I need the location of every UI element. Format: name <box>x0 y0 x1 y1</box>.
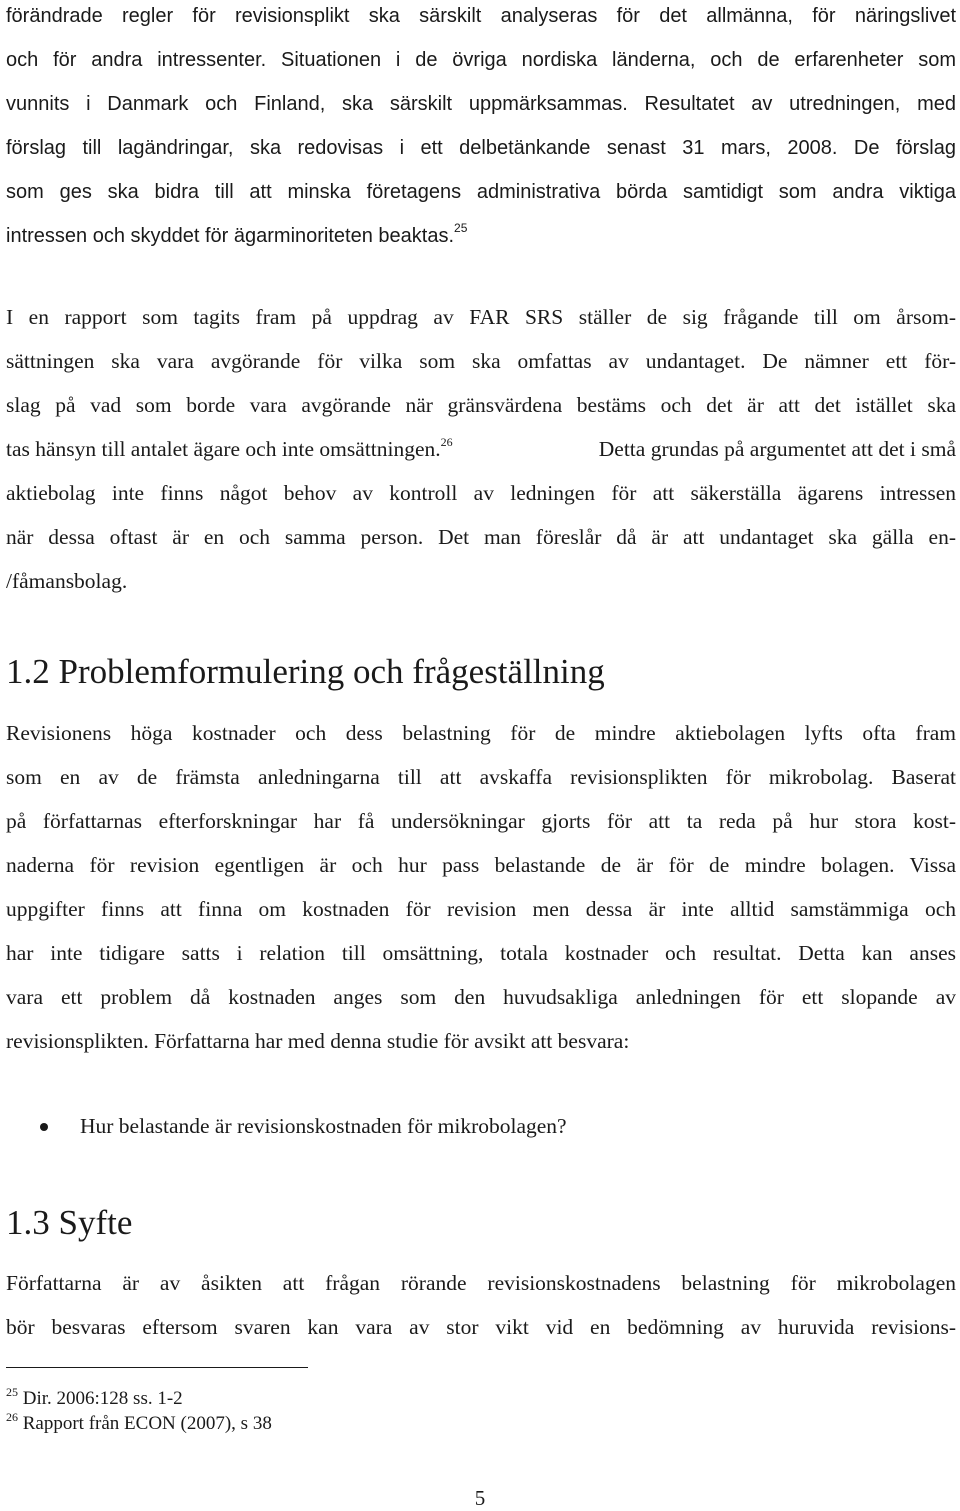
footnote-text: Rapport från ECON (2007), s 38 <box>22 1413 272 1434</box>
text-line: bör besvaras eftersom svaren kan vara av stor vikt vid en bedömning av huruvida revisions- <box>6 1315 956 1339</box>
text-line: I en rapport som tagits fram på uppdrag av FAR SRS ställer de sig frågande till om årsom- <box>6 305 956 329</box>
section-heading: 1.2 Problemformulering och frågeställning <box>6 652 605 691</box>
research-question: Hur belastande är revisionskostnaden för mikrobolagen? <box>80 1114 567 1138</box>
text-line <box>6 214 956 258</box>
paragraph-purpose <box>6 1261 956 1349</box>
footnote-number: 25 <box>6 1385 18 1399</box>
text-fragment-before: tas hänsyn till antalet ägare och inte omsättningen. <box>6 437 441 461</box>
text-line: Författarna är av åsikten att frågan rörande revisionskostnadens belastning för mikrobolagen <box>6 1271 956 1295</box>
footnote <box>6 1387 183 1411</box>
footnote <box>6 1412 272 1436</box>
text-line: naderna för revision egentligen är och hur pass belastande de är för de mindre bolagen. Vissa <box>6 853 956 877</box>
text-line: /fåmansbolag. <box>6 569 128 593</box>
page-number: 5 <box>474 1486 486 1510</box>
text-fragment <box>6 427 453 471</box>
footnote-ref: 25 <box>454 221 468 235</box>
footnote-divider <box>6 1367 308 1368</box>
text-line: förslag till lagändringar, ska redovisas i ett delbetänkande senast 31 mars, 2008. De förslag <box>6 137 956 159</box>
text-line: har inte tidigare satts i relation till omsättning, totala kostnader och resultat. Detta kan anses <box>6 941 956 965</box>
text-line <box>6 427 956 471</box>
text-line: som ges ska bidra till att minska företagens administrativa börda samtidigt som andra viktiga <box>6 181 956 203</box>
text-line: förändrade regler för revisionsplikt ska särskilt analyseras för det allmänna, för näringslivet <box>6 5 956 27</box>
text-fragment-after: Detta grundas på argumentet att det i små <box>598 437 956 461</box>
bullet-icon <box>40 1123 48 1131</box>
paragraph-problem-statement <box>6 711 956 1063</box>
footnote-ref: 26 <box>440 435 453 449</box>
text-line: revisionsplikten. Författarna har med denna studie för avsikt att besvara: <box>6 1029 630 1053</box>
text-line: sättningen ska vara avgörande för vilka som ska omfattas av undantaget. De nämner ett för- <box>6 349 956 373</box>
text-line: Revisionens höga kostnader och dess belastning för de mindre aktiebolagen lyfts ofta fram <box>6 721 956 745</box>
section-heading: 1.3 Syfte <box>6 1203 133 1242</box>
text-line: slag på vad som borde vara avgörande när gränsvärdena bestäms och det är att det istället ska <box>6 393 956 417</box>
footnote-text: Dir. 2006:128 ss. 1-2 <box>22 1388 183 1409</box>
text-line: och för andra intressenter. Situationen i de övriga nordiska länderna, och de erfarenheter som <box>6 49 956 71</box>
text-line: på författarnas efterforskningar har få undersökningar gjorts för att ta reda på hur stora kost- <box>6 809 956 833</box>
paragraph-far-srs-report <box>6 295 956 603</box>
text-line: när dessa oftast är en och samma person. Det man föreslår då är att undantaget ska gälla en- <box>6 525 956 549</box>
text-line: som en av de främsta anledningarna till att avskaffa revisionsplikten för mikrobolag. Baserat <box>6 765 956 789</box>
text-line: uppgifter finns att finna om kostnaden för revision men dessa är inte alltid samstämmiga och <box>6 897 956 921</box>
text-fragment: intressen och skyddet för ägarminoriteten beaktas. <box>6 225 455 247</box>
text-line: vunnits i Danmark och Finland, ska särskilt uppmärksammas. Resultatet av utredningen, med <box>6 93 956 115</box>
paragraph-directive-quote <box>6 0 956 258</box>
footnote-number: 26 <box>6 1410 18 1424</box>
text-line: vara ett problem då kostnaden anges som den huvudsakliga anledningen för ett slopande av <box>6 985 956 1009</box>
text-line: aktiebolag inte finns något behov av kontroll av ledningen för att säkerställa ägarens intressen <box>6 481 956 505</box>
